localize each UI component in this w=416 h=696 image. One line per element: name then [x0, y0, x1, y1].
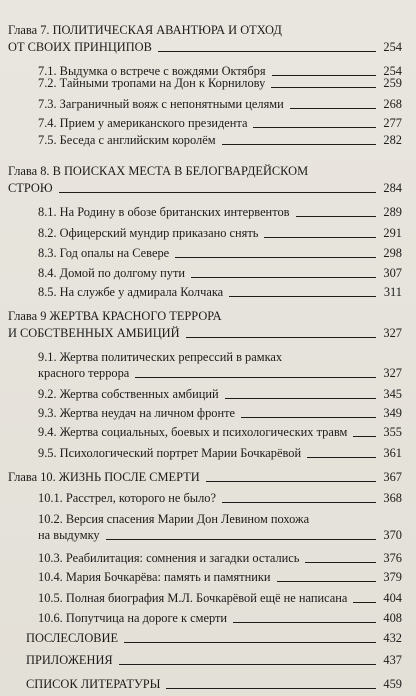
toc-entry-title: Глава 7. ПОЛИТИЧЕСКАЯ АВАНТЮРА И ОТХОД	[8, 23, 282, 37]
toc-leader-line	[222, 502, 376, 503]
toc-entry-title: И СОБСТВЕННЫХ АМБИЦИЙ	[8, 326, 180, 340]
toc-entry-title: красного террора	[38, 366, 130, 380]
toc-page-number: 459	[383, 677, 402, 691]
toc-entry-title: 10.2. Версия спасения Марии Дон Левином похожа	[38, 512, 310, 526]
toc-entry-title: 7.4. Прием у американского президента	[38, 116, 248, 130]
toc-page-number: 254	[383, 40, 402, 54]
toc-entry-title: СТРОЮ	[8, 181, 53, 195]
toc-page-number: 370	[383, 528, 402, 542]
toc-entry-title: Глава 9 ЖЕРТВА КРАСНОГО ТЕРРОРА	[8, 309, 222, 323]
toc-leader-line	[307, 457, 376, 458]
toc-entry-title: 7.5. Беседа с английским королём	[38, 133, 216, 147]
toc-page-number: 367	[383, 470, 402, 484]
toc-leader-line	[296, 216, 377, 217]
toc-entry-title: ПРИЛОЖЕНИЯ	[26, 653, 113, 667]
toc-entry-title: 9.1. Жертва политических репрессий в рамках	[38, 350, 283, 364]
toc-entry-title: 10.5. Полная биография М.Л. Бочкарёвой ещё не написана	[38, 591, 348, 605]
toc-page-number: 307	[383, 266, 402, 280]
toc-entry-title: 8.3. Год опалы на Севере	[38, 246, 170, 260]
toc-page-number: 349	[383, 406, 402, 420]
toc-page-number: 327	[383, 366, 402, 380]
toc-page-number: 291	[383, 226, 402, 240]
toc-leader-line	[222, 144, 376, 145]
toc-leader-line	[253, 127, 376, 128]
toc-entry-title: 7.3. Заграничный вояж с непонятными целями	[38, 97, 284, 111]
toc-entry-title: 10.3. Реабилитация: сомнения и загадки остались	[38, 551, 300, 565]
toc-entry-title: 8.2. Офицерский мундир приказано снять	[38, 226, 259, 240]
toc-leader-line	[353, 602, 376, 603]
toc-entry-title: 7.1. Выдумка о встрече с вождями Октября	[38, 64, 266, 78]
toc-leader-line	[191, 277, 376, 278]
toc-leader-line	[59, 192, 376, 193]
toc-leader-line	[233, 622, 376, 623]
toc-entry-title: СПИСОК ЛИТЕРАТУРЫ	[26, 677, 161, 691]
toc-leader-line	[353, 436, 376, 437]
toc-page-number: 361	[383, 446, 402, 460]
toc-page-number: 311	[383, 285, 402, 299]
toc-leader-line	[225, 398, 376, 399]
toc-page-number: 379	[383, 570, 402, 584]
toc-leader-line	[124, 642, 376, 643]
toc-entry-title: 10.6. Попутчица на дороге к смерти	[38, 611, 228, 625]
toc-entry-title: на выдумку	[38, 528, 100, 542]
toc-page-number: 368	[383, 491, 402, 505]
toc-page-number: 298	[383, 246, 402, 260]
toc-leader-line	[106, 539, 376, 540]
toc-entry-title: 8.4. Домой по долгому пути	[38, 266, 186, 280]
toc-leader-line	[119, 664, 376, 665]
toc-entry-title: 9.4. Жертва социальных, боевых и психологических травм	[38, 425, 348, 439]
toc-page-number: 277	[383, 116, 402, 130]
toc-leader-line	[135, 377, 376, 378]
toc-entry-title: 9.2. Жертва собственных амбиций	[38, 387, 219, 401]
toc-entry-title: 9.3. Жертва неудач на личном фронте	[38, 406, 236, 420]
toc-leader-line	[264, 237, 376, 238]
toc-entry-title: Глава 10. ЖИЗНЬ ПОСЛЕ СМЕРТИ	[8, 470, 200, 484]
toc-leader-line	[290, 108, 376, 109]
toc-entry-title: 9.5. Психологический портрет Марии Бочкарёвой	[38, 446, 302, 460]
toc-entry-title: ОТ СВОИХ ПРИНЦИПОВ	[8, 40, 152, 54]
toc-leader-line	[241, 417, 376, 418]
toc-leader-line	[305, 562, 376, 563]
toc-page-number: 284	[383, 181, 402, 195]
toc-page-number: 376	[383, 551, 402, 565]
toc-page-number: 404	[383, 591, 402, 605]
toc-entry-title: 7.2. Тайными тропами на Дон к Корнилову	[38, 76, 266, 90]
toc-entry-title: 8.5. На службе у адмирала Колчака	[38, 285, 224, 299]
toc-entry-title: Глава 8. В ПОИСКАХ МЕСТА В БЕЛОГВАРДЕЙСКОМ	[8, 164, 309, 178]
toc-entry-title: 10.1. Расстрел, которого не было?	[38, 491, 216, 505]
toc-leader-line	[229, 296, 376, 297]
toc-page-number: 289	[383, 205, 402, 219]
toc-leader-line	[166, 688, 376, 689]
toc-leader-line	[175, 257, 376, 258]
toc-leader-line	[206, 481, 376, 482]
toc-leader-line	[158, 51, 376, 52]
toc-page-number: 408	[383, 611, 402, 625]
toc-page-number: 254	[383, 64, 402, 78]
toc-page-number: 259	[383, 76, 402, 90]
toc-leader-line	[271, 87, 376, 88]
toc-page-number: 268	[383, 97, 402, 111]
toc-entry-title: 10.4. Мария Бочкарёва: память и памятники	[38, 570, 271, 584]
toc-page-number: 345	[383, 387, 402, 401]
toc-page-number: 432	[383, 631, 402, 645]
toc-leader-line	[277, 581, 376, 582]
toc-page-number: 327	[383, 326, 402, 340]
toc-page-number: 355	[383, 425, 402, 439]
toc-leader-line	[186, 337, 376, 338]
toc-page-number: 282	[383, 133, 402, 147]
toc-entry-title: 8.1. На Родину в обозе британских интервентов	[38, 205, 290, 219]
toc-entry-title: ПОСЛЕСЛОВИЕ	[26, 631, 119, 645]
toc-page-number: 437	[383, 653, 402, 667]
